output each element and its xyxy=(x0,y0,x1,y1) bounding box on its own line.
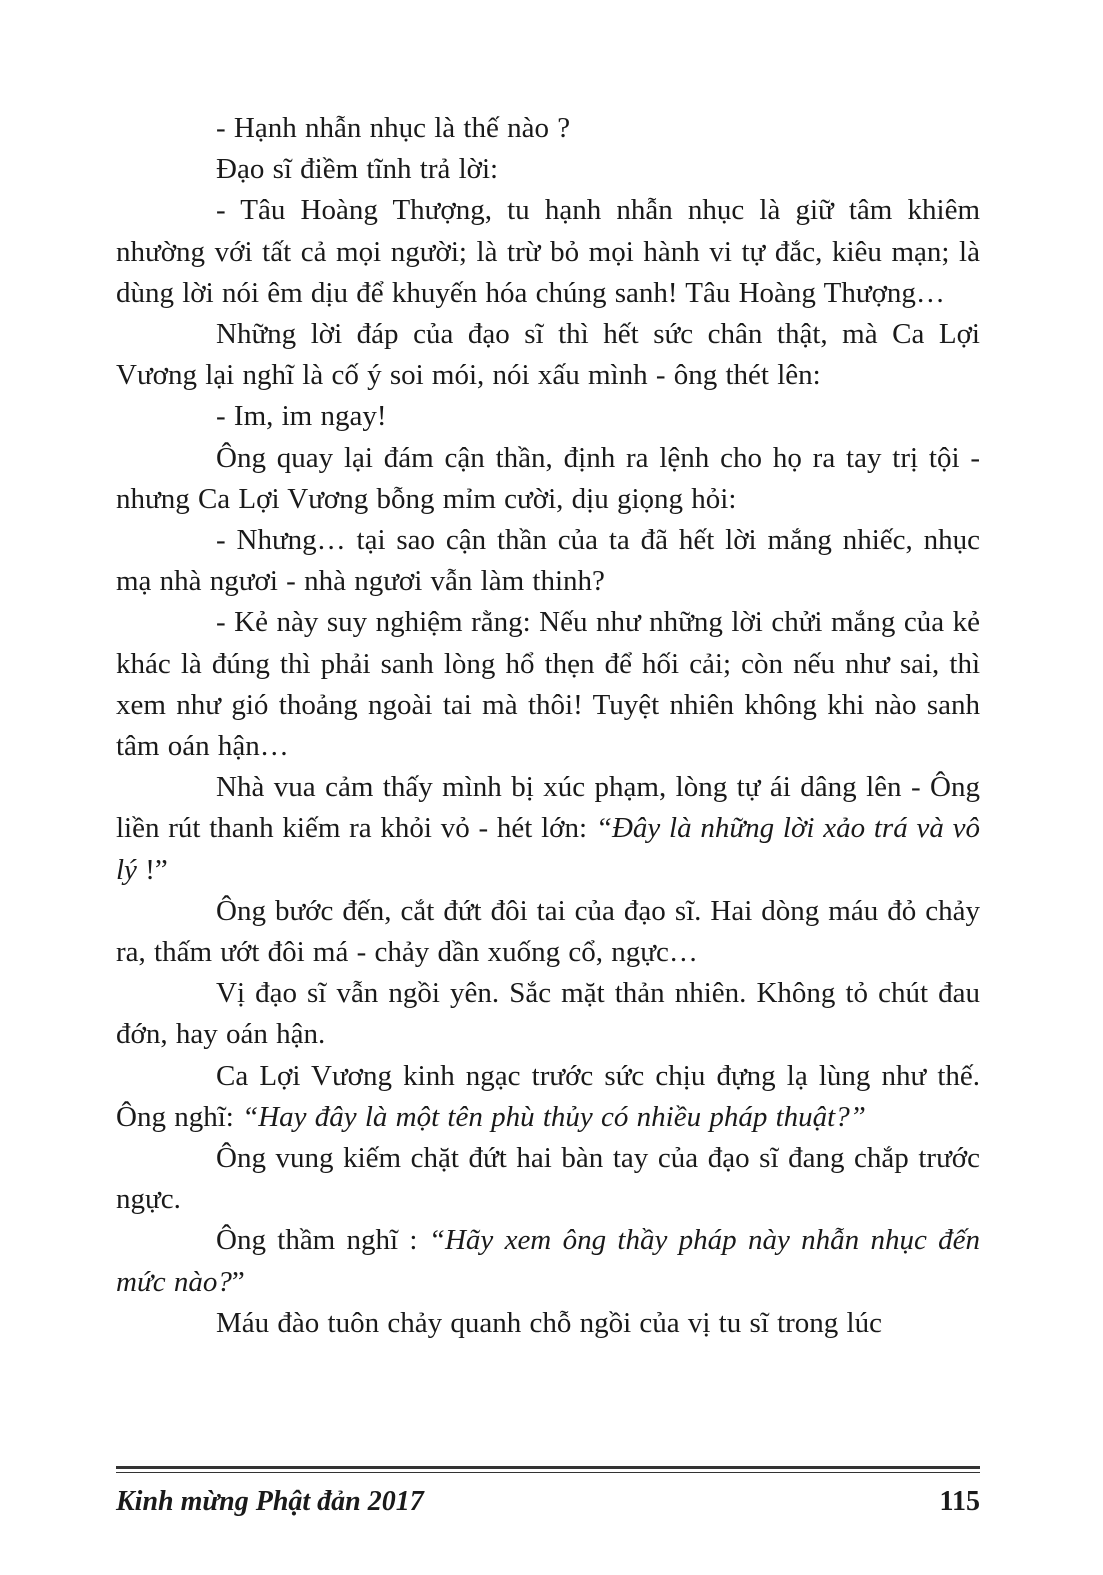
text-run: - Tâu Hoàng Thượng, tu hạnh nhẫn nhục là giữ tâm khiêm nhường với tất cả mọi người; là trừ bỏ mọi hành vi tự đắc, kiêu mạn; là dùng lời nói êm dịu để khuyến hóa chúng sanh! Tâu Hoàng Thượng… xyxy=(116,194,980,309)
paragraph xyxy=(116,891,980,973)
text-run: - Im, im ngay! xyxy=(216,400,387,433)
paragraph xyxy=(116,1056,980,1138)
paragraph xyxy=(116,396,980,437)
paragraph xyxy=(116,767,980,891)
footer-title: Kinh mừng Phật đản 2017 xyxy=(116,1486,424,1517)
text-run: - Kẻ này suy nghiệm rằng: Nếu như những lời chửi mắng của kẻ khác là đúng thì phải sanh lòng hổ thẹn để hối cải; còn nếu như sai, thì xem như gió thoảng ngoài tai mà thôi! Tuyệt nhiên không khi nào sanh tâm oán hận… xyxy=(116,606,980,763)
paragraph xyxy=(116,602,980,767)
paragraph xyxy=(116,438,980,520)
footer-rule-thin xyxy=(116,1472,980,1473)
text-run: ” xyxy=(231,1265,245,1298)
body-text xyxy=(116,108,980,1344)
text-run: Ca Lợi Vương kinh ngạc trước sức chịu đựng lạ lùng như thế. Ông nghĩ: xyxy=(116,1059,980,1133)
paragraph xyxy=(116,1220,980,1302)
paragraph xyxy=(116,1138,980,1220)
italic-text-run: “Hãy xem ông thầy pháp này nhẫn nhục đến mức nào? xyxy=(116,1224,980,1298)
text-run: !” xyxy=(136,853,168,886)
paragraph xyxy=(116,108,980,149)
text-run: Ông quay lại đám cận thần, định ra lệnh cho họ ra tay trị tội - nhưng Ca Lợi Vương bỗng mỉm cười, dịu giọng hỏi: xyxy=(116,441,980,515)
text-run: Ông bước đến, cắt đứt đôi tai của đạo sĩ. Hai dòng máu đỏ chảy ra, thấm ướt đôi má - chảy dần xuống cổ, ngực… xyxy=(116,894,980,969)
footer-rule-thick xyxy=(116,1466,980,1469)
paragraph xyxy=(116,314,980,396)
page-number: 115 xyxy=(939,1486,980,1517)
text-run: Ông vung kiếm chặt đứt hai bàn tay của đạo sĩ đang chắp trước ngực. xyxy=(116,1142,980,1216)
paragraph xyxy=(116,190,980,314)
text-run: Vị đạo sĩ vẫn ngồi yên. Sắc mặt thản nhiên. Không tỏ chút đau đớn, hay oán hận. xyxy=(116,977,980,1051)
text-run: Ông thầm nghĩ : xyxy=(216,1224,429,1257)
text-run: Đạo sĩ điềm tĩnh trả lời: xyxy=(216,153,499,186)
text-run: - Hạnh nhẫn nhục là thế nào ? xyxy=(216,112,571,144)
italic-text-run: “Hay đây là một tên phù thủy có nhiều pháp thuật?” xyxy=(242,1100,866,1133)
paragraph xyxy=(116,973,980,1055)
text-run: Nhà vua cảm thấy mình bị xúc phạm, lòng tự ái dâng lên - Ông liền rút thanh kiếm ra khỏi vỏ - hét lớn: xyxy=(116,771,980,845)
text-run: Máu đào tuôn chảy quanh chỗ ngồi của vị tu sĩ trong lúc xyxy=(216,1306,882,1339)
paragraph xyxy=(116,1303,980,1344)
italic-text-run: “Đây là những lời xảo trá và vô lý xyxy=(116,812,980,886)
paragraph xyxy=(116,149,980,190)
text-run: Những lời đáp của đạo sĩ thì hết sức chân thật, mà Ca Lợi Vương lại nghĩ là cố ý soi mói, nói xấu mình - ông thét lên: xyxy=(116,318,980,392)
text-run: - Nhưng… tại sao cận thần của ta đã hết lời mắng nhiếc, nhục mạ nhà ngươi - nhà ngươi vẫn làm thinh? xyxy=(116,524,980,598)
paragraph xyxy=(116,520,980,602)
page-footer xyxy=(116,1486,980,1518)
